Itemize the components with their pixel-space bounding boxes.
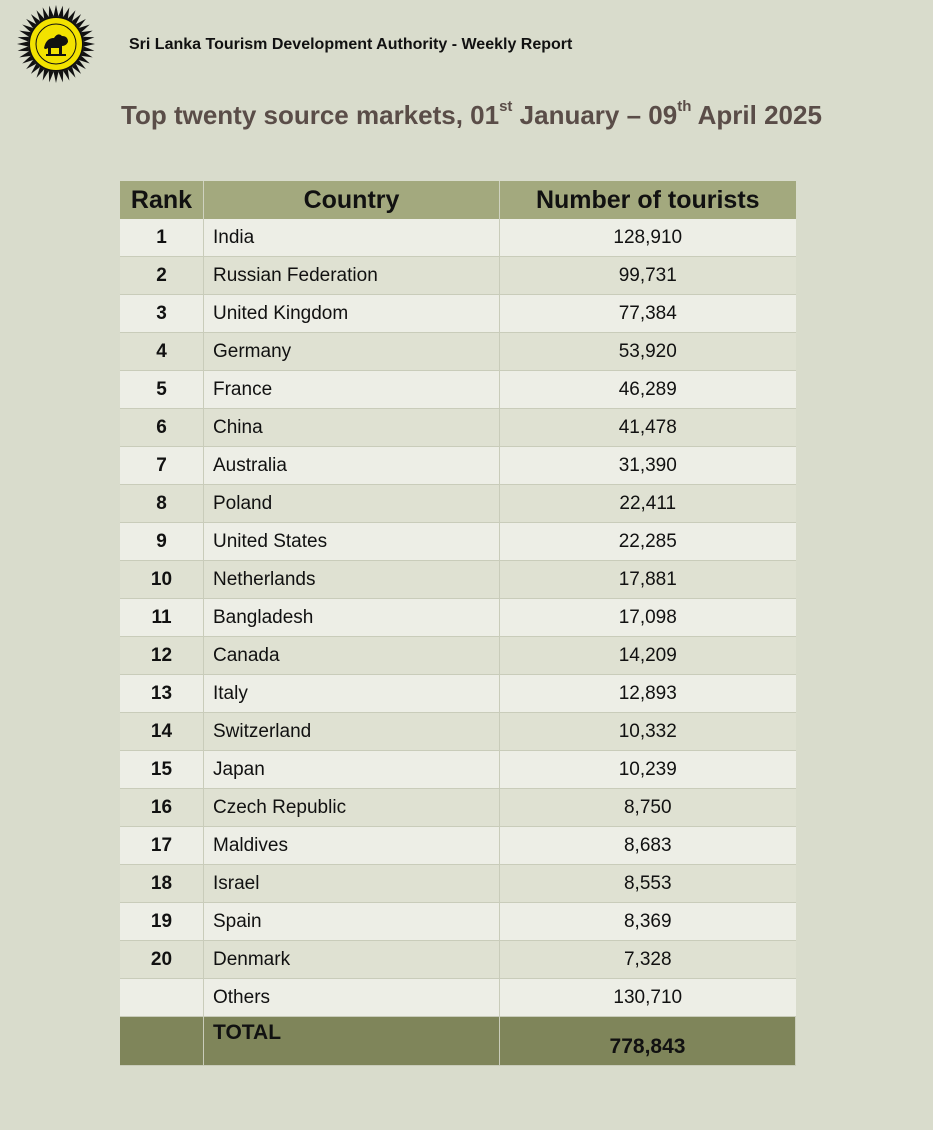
table-row <box>120 523 796 561</box>
tourists-cell: 12,893 <box>500 675 796 713</box>
rank-cell: 8 <box>120 485 204 523</box>
tourists-cell: 8,750 <box>500 789 796 827</box>
rank-cell: 16 <box>120 789 204 827</box>
table-row <box>120 903 796 941</box>
table-row <box>120 675 796 713</box>
header-rank: Rank <box>120 181 204 219</box>
table-row <box>120 827 796 865</box>
rank-cell: 4 <box>120 333 204 371</box>
country-cell: Israel <box>204 865 500 903</box>
rank-cell <box>120 979 204 1017</box>
rank-cell: 14 <box>120 713 204 751</box>
table-row <box>120 371 796 409</box>
table-row <box>120 751 796 789</box>
country-cell: United States <box>204 523 500 561</box>
country-cell: Denmark <box>204 941 500 979</box>
rank-cell: 12 <box>120 637 204 675</box>
tourists-cell: 8,553 <box>500 865 796 903</box>
tourists-cell: 8,683 <box>500 827 796 865</box>
table-row <box>120 333 796 371</box>
title-middle: January – 09 <box>512 100 678 130</box>
tourists-cell: 128,910 <box>500 219 796 257</box>
country-cell: Maldives <box>204 827 500 865</box>
rank-cell: 3 <box>120 295 204 333</box>
rank-cell: 11 <box>120 599 204 637</box>
page-title <box>121 100 822 131</box>
table-row <box>120 865 796 903</box>
country-cell: China <box>204 409 500 447</box>
country-cell: Russian Federation <box>204 257 500 295</box>
country-cell: Japan <box>204 751 500 789</box>
title-prefix: Top twenty source markets, 01 <box>121 100 500 130</box>
tourists-cell: 53,920 <box>500 333 796 371</box>
total-value: 778,843 <box>500 1017 796 1066</box>
rank-cell: 2 <box>120 257 204 295</box>
organization-name: Sri Lanka Tourism Development Authority - Weekly Report <box>129 36 573 53</box>
total-row <box>120 1017 796 1066</box>
table-row <box>120 941 796 979</box>
tourists-cell: 8,369 <box>500 903 796 941</box>
table-body <box>120 219 796 1066</box>
table-row <box>120 295 796 333</box>
table-row <box>120 789 796 827</box>
rank-cell: 20 <box>120 941 204 979</box>
tourists-cell: 130,710 <box>500 979 796 1017</box>
table-row <box>120 713 796 751</box>
table-row <box>120 485 796 523</box>
country-cell: Australia <box>204 447 500 485</box>
rank-cell: 15 <box>120 751 204 789</box>
country-cell: Italy <box>204 675 500 713</box>
tourists-cell: 46,289 <box>500 371 796 409</box>
title-suffix: April 2025 <box>691 100 822 130</box>
rank-cell: 6 <box>120 409 204 447</box>
tourists-cell: 10,332 <box>500 713 796 751</box>
rank-cell: 9 <box>120 523 204 561</box>
rank-cell: 10 <box>120 561 204 599</box>
tourists-cell: 22,411 <box>500 485 796 523</box>
table-row <box>120 979 796 1017</box>
rank-cell: 19 <box>120 903 204 941</box>
table-row <box>120 561 796 599</box>
sri-lanka-lion-emblem-icon <box>16 4 96 84</box>
country-cell: Poland <box>204 485 500 523</box>
rank-cell: 18 <box>120 865 204 903</box>
table-row <box>120 219 796 257</box>
rank-cell: 7 <box>120 447 204 485</box>
total-rank-cell <box>120 1017 204 1066</box>
country-cell: India <box>204 219 500 257</box>
tourists-cell: 99,731 <box>500 257 796 295</box>
total-label: TOTAL <box>204 1017 500 1066</box>
country-cell: Canada <box>204 637 500 675</box>
rank-cell: 17 <box>120 827 204 865</box>
tourists-cell: 41,478 <box>500 409 796 447</box>
source-markets-table <box>120 181 796 1066</box>
tourists-cell: 31,390 <box>500 447 796 485</box>
emblem-svg <box>16 4 96 84</box>
country-cell: Switzerland <box>204 713 500 751</box>
country-cell: Germany <box>204 333 500 371</box>
tourists-cell: 7,328 <box>500 941 796 979</box>
tourists-cell: 17,098 <box>500 599 796 637</box>
tourists-cell: 22,285 <box>500 523 796 561</box>
tourists-cell: 10,239 <box>500 751 796 789</box>
table-header-row <box>120 181 796 219</box>
country-cell: Spain <box>204 903 500 941</box>
header-tourists: Number of tourists <box>500 181 796 219</box>
country-cell: France <box>204 371 500 409</box>
country-cell: Bangladesh <box>204 599 500 637</box>
tourists-cell: 77,384 <box>500 295 796 333</box>
title-sup-1: st <box>499 98 513 115</box>
table-row <box>120 447 796 485</box>
country-cell: Others <box>204 979 500 1017</box>
rank-cell: 1 <box>120 219 204 257</box>
header-country: Country <box>204 181 500 219</box>
tourists-cell: 14,209 <box>500 637 796 675</box>
title-sup-2: th <box>677 98 692 115</box>
country-cell: United Kingdom <box>204 295 500 333</box>
rank-cell: 13 <box>120 675 204 713</box>
country-cell: Netherlands <box>204 561 500 599</box>
rank-cell: 5 <box>120 371 204 409</box>
table-row <box>120 409 796 447</box>
table-row <box>120 637 796 675</box>
table-row <box>120 599 796 637</box>
tourists-cell: 17,881 <box>500 561 796 599</box>
table-row <box>120 257 796 295</box>
country-cell: Czech Republic <box>204 789 500 827</box>
